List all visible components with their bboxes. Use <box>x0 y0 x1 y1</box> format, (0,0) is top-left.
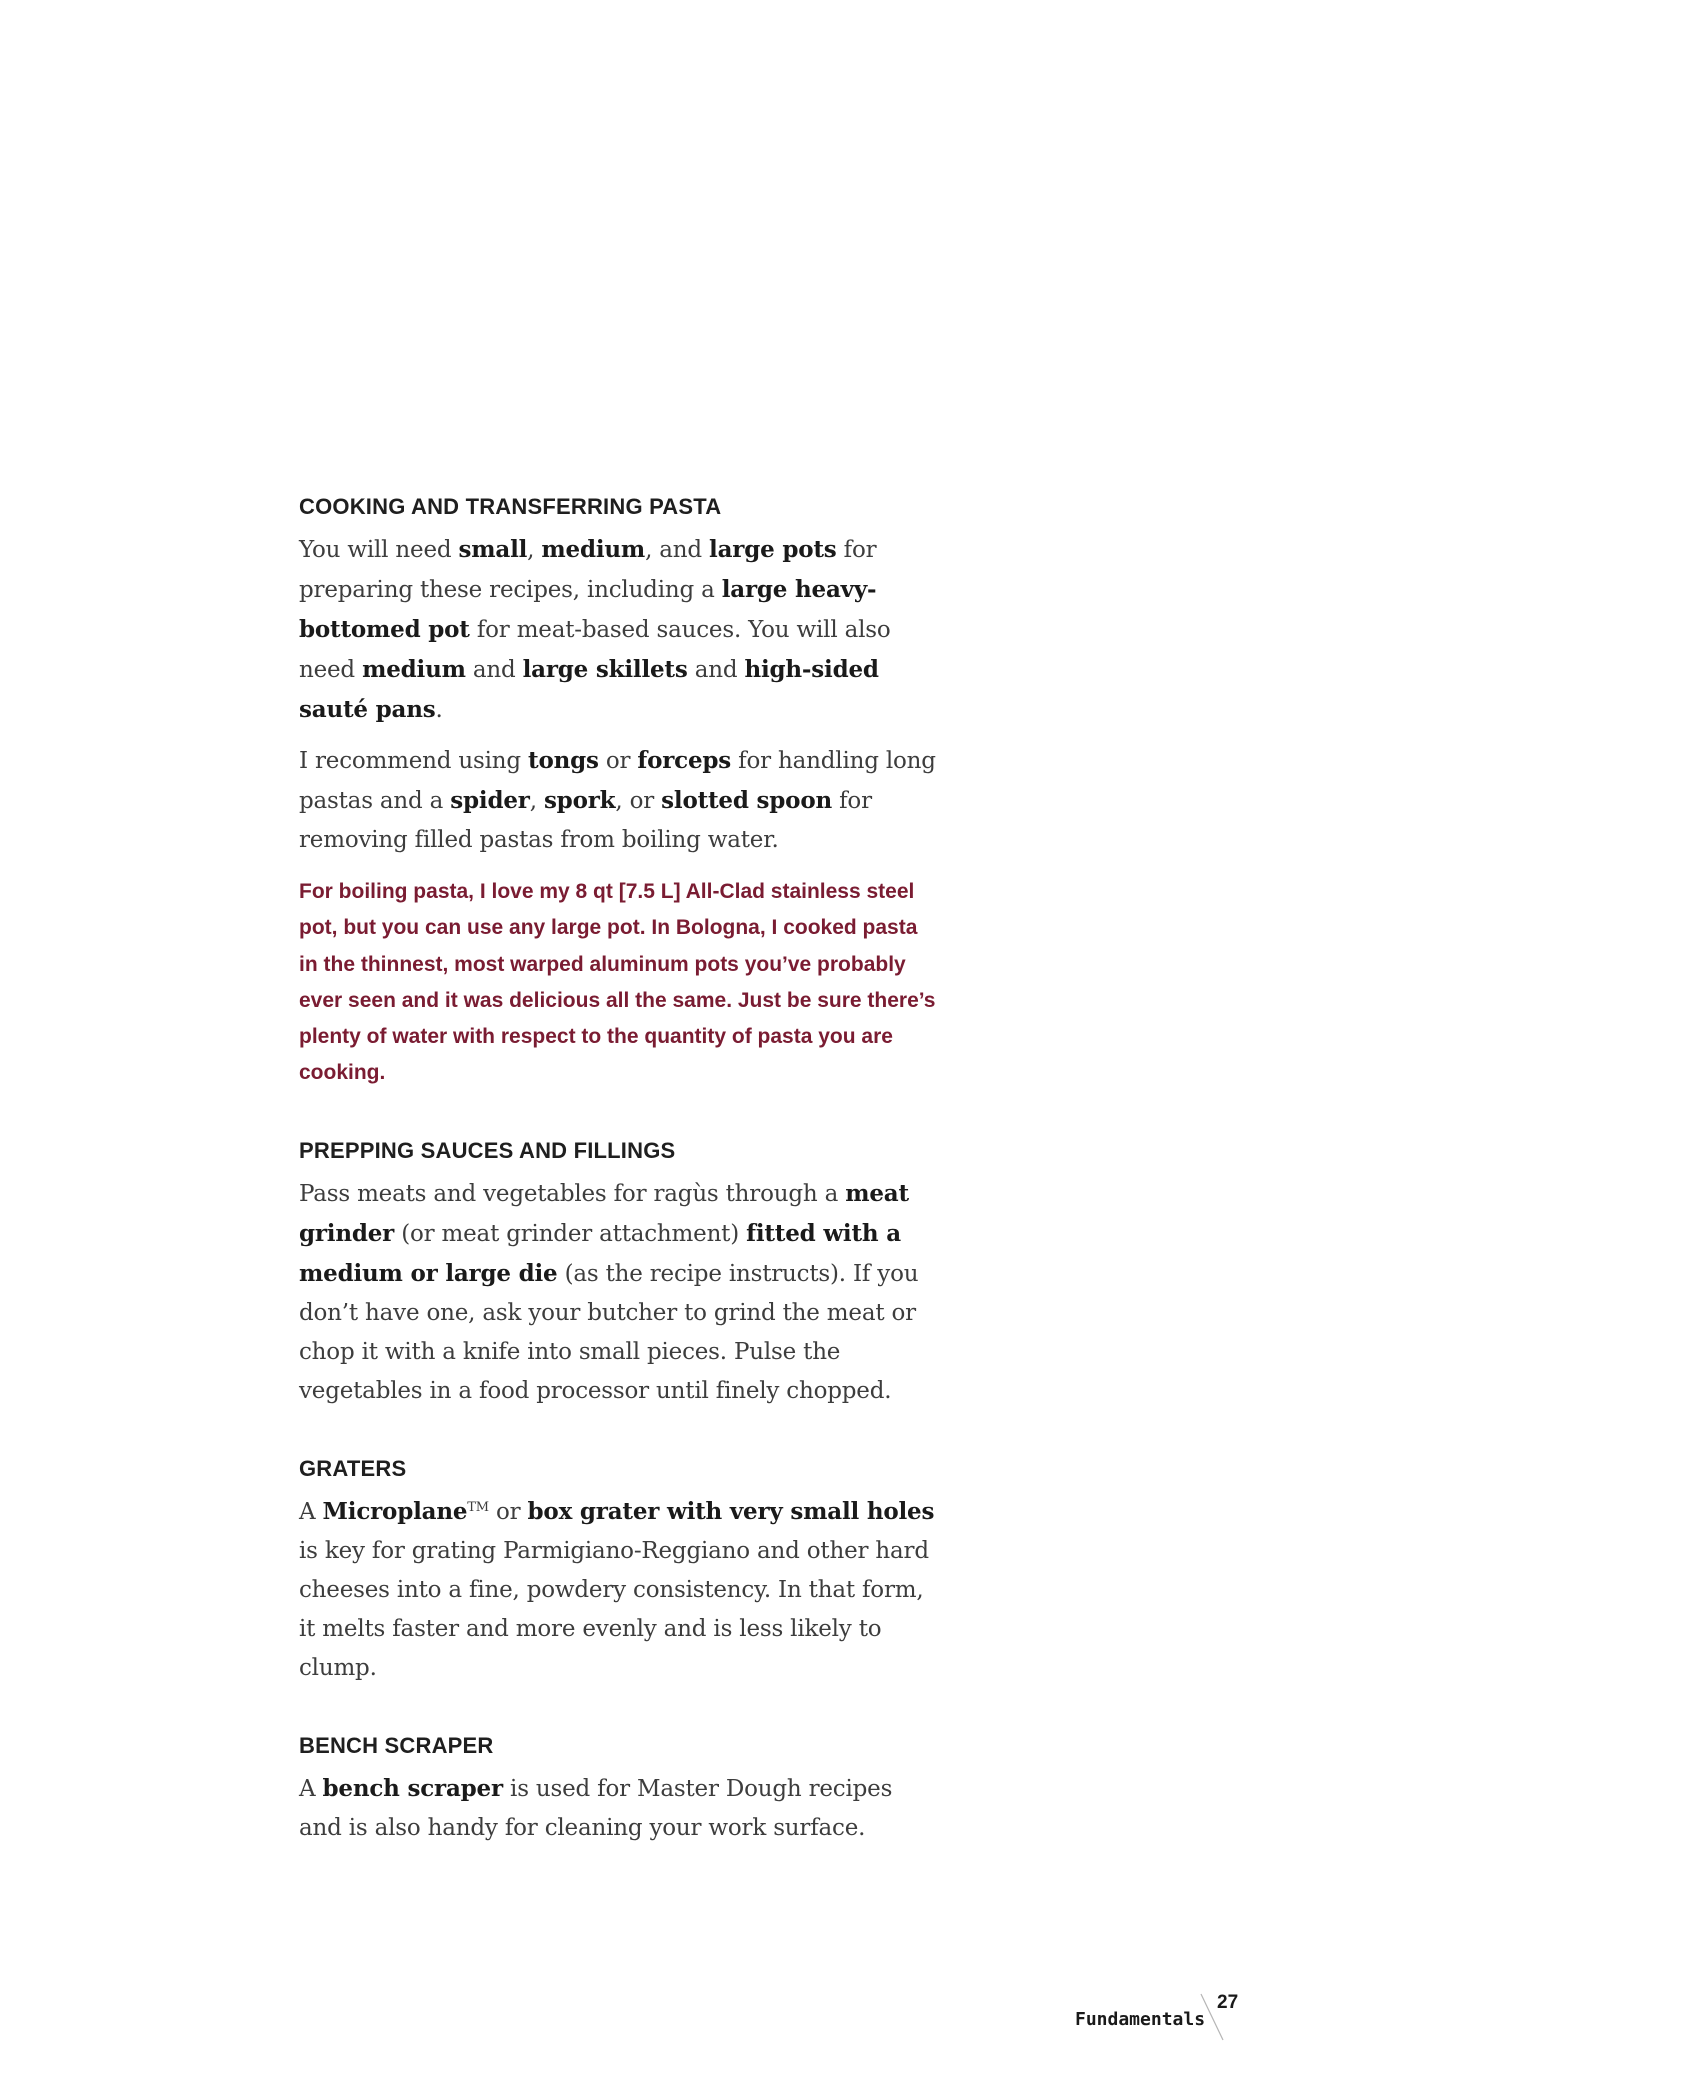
bold-term: bench scraper <box>322 1774 503 1802</box>
text-run: and <box>687 657 745 683</box>
text-run: I recommend using <box>299 748 529 774</box>
section-prepping-sauces <box>299 1136 939 1411</box>
section-graters <box>299 1454 939 1688</box>
text-run: for preparing these recipes, including a <box>299 537 877 603</box>
bold-term: Microplane <box>322 1497 468 1525</box>
text-run: A <box>299 1775 323 1802</box>
bold-term: spider <box>450 787 530 814</box>
section-label: Fundamentals <box>1075 2009 1206 2030</box>
section-heading: GRATERS <box>299 1455 407 1481</box>
paragraph <box>299 1492 939 1688</box>
page-footer <box>1075 1992 1255 2032</box>
text-run: A <box>299 1498 323 1525</box>
bold-term: large skillets <box>522 656 688 683</box>
bold-term: spork <box>543 787 616 814</box>
text-run: for removing filled pastas from boiling water. <box>299 788 872 853</box>
text-run: , <box>527 537 542 563</box>
paragraph <box>299 741 939 860</box>
section-heading: BENCH SCRAPER <box>299 1732 494 1758</box>
text-column <box>299 492 939 1859</box>
text-run: , and <box>645 537 710 563</box>
text-run: (or meat grinder attachment) <box>394 1220 747 1247</box>
section-spacer <box>299 1092 939 1136</box>
bold-term: medium <box>541 536 646 563</box>
bold-term: meat grinder <box>299 1179 909 1247</box>
bold-term: slotted spoon <box>661 787 832 814</box>
text-run: and <box>465 657 523 683</box>
section-cooking-transferring <box>299 492 939 1092</box>
section-bench-scraper <box>299 1731 939 1848</box>
bold-term: high-sided sauté pans <box>299 656 879 723</box>
bold-term: box grater with very small holes <box>527 1497 935 1525</box>
section-spacer <box>299 1422 939 1454</box>
text-run: , <box>529 788 544 814</box>
bold-term: large heavy-bottomed pot <box>299 576 877 643</box>
text-run: is used for Master Dough recipes and is also handy for cleaning your work surface. <box>299 1775 893 1841</box>
text-run: or <box>488 1498 528 1525</box>
section-heading: PREPPING SAUCES AND FILLINGS <box>299 1137 676 1163</box>
text-run: (as the recipe instructs). If you don’t have one, ask your butcher to grind the meat or chop it with a knife into small pieces. Pulse the vegetables in a food processor until finely chopped. <box>299 1260 919 1404</box>
text-run: or <box>598 748 638 774</box>
section-heading: COOKING AND TRANSFERRING PASTA <box>299 494 722 519</box>
text-run: You will need <box>299 537 459 563</box>
text-run: is key for grating Parmigiano-Reggiano and other hard cheeses into a fine, powdery consistency. In that form, it melts faster and more evenly and is less likely to clump. <box>299 1537 929 1681</box>
paragraph <box>299 1174 939 1411</box>
text-run: . <box>435 697 443 723</box>
trademark-mark: TM <box>467 1499 489 1515</box>
text-run: for handling long pastas and a <box>299 748 936 814</box>
bold-term: small <box>458 536 528 563</box>
text-run: for meat-based sauces. You will also need <box>299 617 891 683</box>
text-run: Pass meats and vegetables for ragùs through a <box>299 1180 846 1207</box>
text-run: , or <box>615 788 662 814</box>
bold-term: tongs <box>528 747 599 774</box>
bold-term: fitted with a medium or large die <box>299 1219 901 1287</box>
section-spacer <box>299 1699 939 1731</box>
bold-term: forceps <box>637 747 732 774</box>
tip-callout: For boiling pasta, I love my 8 qt [7.5 L] All-Clad stainless steel pot, but you can use any large pot. In Bologna, I cooked pasta in the thinnest, most warped aluminum pots you’ve probably ever seen and it was delicious all the same. Just be sure there’s plenty of water with respect to the quantity of pasta you are cooking. <box>299 880 936 1085</box>
paragraph <box>299 530 939 730</box>
page-number: 27 <box>1217 1992 1239 2013</box>
paragraph <box>299 1769 939 1848</box>
bold-term: large pots <box>709 536 837 563</box>
bold-term: medium <box>362 656 466 683</box>
